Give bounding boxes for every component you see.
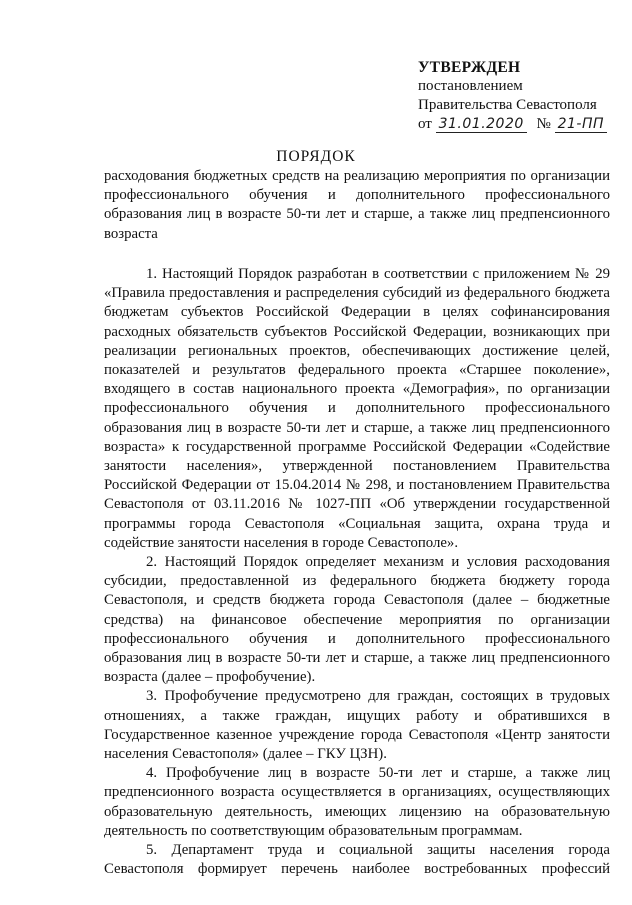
approval-stamp: УТВЕРЖДЕН	[418, 59, 521, 76]
handwritten-date: 31.01.2020	[436, 116, 527, 133]
approval-block	[418, 58, 618, 134]
document-body	[104, 265, 610, 880]
number-prefix: №	[536, 116, 551, 132]
approval-date-row	[418, 115, 618, 134]
paragraph-2: 2. Настоящий Порядок определяет механизм и условия расходования субсидии, предоставленной из федерального бюджета бюджету города Севастополя, и средств бюджета города Севастополя (далее – бюджетные средства) на финансовое обеспечение мероприятия по организации профессионального обучения и дополнительного профессионального образования лиц в возрасте 50-ти лет и старше, а также лиц предпенсионного возраста (далее – профобучение).	[104, 554, 610, 686]
document-title: ПОРЯДОК	[276, 148, 356, 165]
handwritten-number: 21-ПП	[555, 116, 607, 133]
approval-line-government: Правительства Севастополя	[418, 97, 597, 113]
approval-line-resolution: постановлением	[418, 78, 523, 94]
date-prefix: от	[418, 116, 432, 132]
paragraph-5: 5. Департамент труда и социальной защиты населения города Севастополя формирует перечень наиболее востребованных профессий	[104, 842, 610, 878]
paragraph-1: 1. Настоящий Порядок разработан в соответствии с приложением № 29 «Правила предоставления и распределения субсидий из федерального бюджета бюджетам субъектов Российской Федерации в целях софинансирования расходных обязательств субъектов Российской Федерации, возникающих при реализации региональных проектов, обеспечивающих достижение целей, показателей и результатов федерального проекта «Старшее поколение», входящего в состав национального проекта «Демография», по организации профессионального обучения и дополнительного профессионального образования лиц в возрасте 50-ти лет и старше, а также лиц предпенсионного возраста» к государственной программе Российской Федерации «Содействие занятости населения», утвержденной постановлением Правительства Российской Федерации от 15.04.2014 № 298, и постановлением Правительства Севастополя от 03.11.2016 № 1027-ПП «Об утверждении государственной программы города Севастополя «Социальная защита, охрана труда и содействие занятости населения в городе Севастополе».	[104, 266, 610, 551]
paragraph-3: 3. Профобучение предусмотрено для граждан, состоящих в трудовых отношениях, а также граждан, ищущих работу и обратившихся в Государственное казенное учреждение города Севастополя «Центр занятости населения Севастополя» (далее – ГКУ ЦЗН).	[104, 688, 610, 763]
paragraph-4: 4. Профобучение лиц в возрасте 50-ти лет и старше, а также лиц предпенсионного возраста осуществляется в организациях, осуществляющих образовательную деятельность, имеющих лицензию на образовательную деятельность по соответствующим образовательным программам.	[104, 765, 610, 839]
document-subtitle: расходования бюджетных средств на реализацию мероприятия по организации профессионального обучения и дополнительного профессионального образования лиц в возрасте 50-ти лет и старше, а также лиц предпенсионного возраста	[104, 168, 610, 242]
